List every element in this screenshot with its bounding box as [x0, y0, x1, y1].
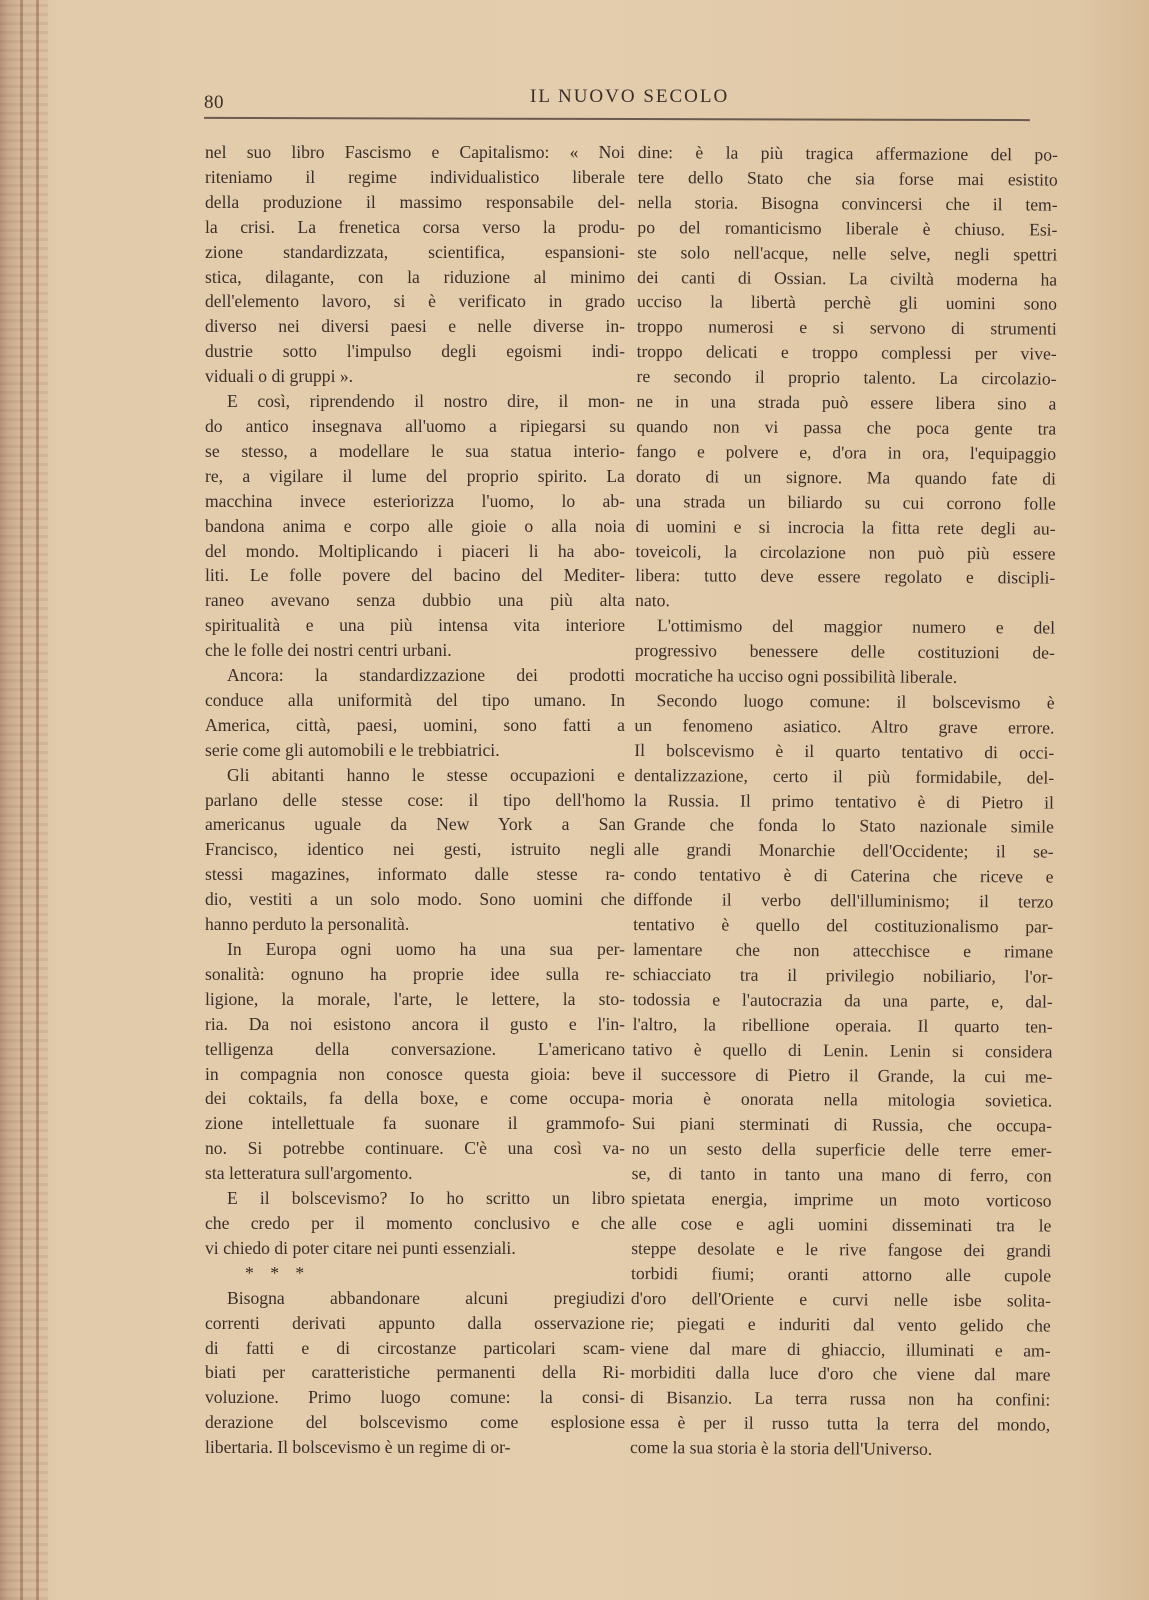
text-line: dorato di un signore. Ma quando fate di — [635, 465, 1057, 489]
text-line: tentativo è quello del costituzionalismo par- — [633, 914, 1054, 937]
text-line: Francisco, identico nei gesti, istruito negli — [205, 839, 625, 860]
text-line: che credo per il momento conclusivo e che — [205, 1212, 625, 1233]
text-line: re, a vigilare il lume del proprio spirito. La — [205, 465, 625, 486]
text-line: lamentare che non attecchisce e rimane — [632, 938, 1054, 962]
right-text-column — [630, 140, 1058, 1463]
text-line: il successore di Pietro il Grande, la cui me- — [632, 1063, 1053, 1087]
text-line: come la sua storia è la storia dell'Universo. — [629, 1437, 933, 1459]
text-line: Gli abitanti hanno le stesse occupazioni e — [227, 764, 625, 785]
text-line: E il bolscevismo? Io ho scritto un libro — [227, 1188, 625, 1209]
binding-stitch — [20, 0, 23, 1600]
text-line: torbidi fiumi; oranti attorno alle cupole — [631, 1262, 1052, 1286]
text-line: dentalizzazione, certo il più formidabile, del- — [634, 764, 1055, 788]
binding-stitch — [36, 0, 39, 1600]
text-line: dei canti di Ossian. La civiltà moderna ha — [637, 266, 1058, 290]
text-line: fango e polvere e, d'ora in ora, l'equipaggio — [636, 440, 1057, 464]
text-line: viduali o di gruppi ». — [205, 366, 354, 387]
text-line: ria. Da noi esistono ancora il gusto e l'in- — [205, 1013, 625, 1034]
text-line: libera: tutto deve essere regolato e discipli- — [635, 565, 1056, 588]
text-line: do antico insegnava all'uomo a ripiegarsi su — [205, 415, 625, 436]
text-line: in compagnia non conosce questa gioia: beve — [205, 1063, 625, 1084]
text-line: bandona anima e corpo alle gioie o alla noia — [205, 515, 625, 536]
text-line: ucciso la libertà perchè gli uomini sono — [636, 291, 1058, 314]
text-line: americanus uguale da New York a San — [205, 814, 625, 835]
text-line: riteniamo il regime individualistico liberale — [205, 166, 625, 187]
text-line: ste solo nell'acque, nelle selve, negli spettri — [637, 241, 1058, 265]
text-line: rie; piegati e induriti dal vento gelido che — [630, 1312, 1051, 1336]
text-line: un fenomeno asiatico. Altro grave errore. — [634, 714, 1055, 738]
text-line: diverso nei diversi paesi e nelle diverse in- — [205, 316, 625, 337]
text-line: telligenza della conversazione. L'americano — [205, 1038, 625, 1059]
text-line: E così, riprendendo il nostro dire, il mon- — [227, 391, 625, 412]
text-line: conduce alla uniformità del tipo umano. In — [205, 689, 625, 710]
text-line: no un sesto della superficie delle terre emer- — [631, 1138, 1052, 1161]
text-line: una strada un biliardo su cui corrono folle — [635, 490, 1056, 514]
text-line: morbiditi dalla luce d'oro che viene dal mare — [630, 1362, 1051, 1385]
text-line: libertaria. Il bolscevismo è un regime di or- — [205, 1437, 511, 1458]
text-line: sonalità: ognuno ha proprie idee sulla re- — [205, 963, 625, 984]
text-line: nel suo libro Fascismo e Capitalismo: « Noi — [205, 142, 625, 162]
text-line: liti. Le folle povere del bacino del Mediter- — [205, 565, 625, 586]
book-binding — [0, 0, 48, 1600]
text-line: ligione, la morale, l'arte, le lettere, la sto- — [205, 988, 625, 1009]
text-line: steppe desolate e le rive fangose dei grandi — [631, 1237, 1052, 1261]
page-number: 80 — [204, 92, 224, 113]
left-text-column — [205, 140, 625, 1460]
text-line: toveicoli, la circolazione non può più essere — [635, 540, 1056, 564]
text-line: se, di tanto in tanto una mano di ferro, con — [631, 1163, 1052, 1186]
text-line: Bisogna abbandonare alcuni pregiudizi — [227, 1287, 625, 1308]
text-line: essa è per il russo tutta la terra del mondo, — [630, 1412, 1051, 1435]
text-line: sta letteratura sull'argomento. — [205, 1163, 413, 1184]
text-line: del mondo. Moltiplicando i piaceri li ha abo- — [205, 540, 625, 561]
text-line: L'ottimismo del maggior numero e del — [656, 615, 1056, 638]
text-line: spiritualità e una più intensa vita interiore — [205, 615, 625, 636]
text-line: condo tentativo è di Caterina che riceve e — [633, 864, 1054, 887]
text-line: troppo delicati e troppo complessi per vive- — [636, 341, 1057, 364]
text-line: di fatti e di circostanze particolari scam- — [205, 1337, 625, 1358]
text-line: no. Si potrebbe continuare. C'è una così va- — [205, 1138, 625, 1159]
text-line: dei coktails, fa della boxe, e come occupa- — [205, 1088, 625, 1109]
text-line: d'oro dell'Oriente e curvi nelle isbe solita- — [630, 1287, 1051, 1311]
text-line: zione intellettuale fa suonare il grammofo- — [205, 1113, 625, 1134]
page-header — [204, 84, 1034, 120]
text-line: di uomini e si incrocia la fitta rete degli au- — [635, 515, 1056, 539]
text-line: macchina invece esteriorizza l'uomo, lo ab- — [205, 490, 625, 511]
text-line: America, città, paesi, uomini, sono fatti a — [205, 714, 625, 735]
text-line: la Russia. Il primo tentativo è di Pietro il — [633, 789, 1055, 813]
text-line: re secondo il proprio talento. La circolazio- — [636, 366, 1057, 389]
text-line: stessi magazines, informato dalle stesse ra- — [205, 864, 625, 885]
text-line: viene dal mare di ghiaccio, illuminati e am- — [630, 1337, 1051, 1361]
text-line: biati per caratteristiche permanenti della Ri- — [205, 1362, 625, 1383]
text-line: zione standardizzata, scientifica, espansioni- — [205, 241, 625, 262]
text-line: diffonde il verbo dell'illuminismo; il terzo — [633, 889, 1054, 912]
text-line: hanno perduto la personalità. — [205, 914, 410, 935]
text-line: troppo numerosi e si servono di strumenti — [636, 316, 1057, 339]
text-line: dine: è la più tragica affermazione del po- — [637, 141, 1058, 165]
text-line: della produzione il massimo responsabile del- — [205, 191, 625, 212]
text-line: nella storia. Bisogna convincersi che il tem- — [637, 191, 1058, 215]
text-line: stica, dilagante, con la riduzione al minimo — [205, 266, 625, 287]
text-line: correnti derivati appunto dalla osservazione — [205, 1312, 625, 1333]
text-line: l'altro, la ribellione operaia. Il quarto ten- — [632, 1013, 1053, 1037]
text-line: raneo avevano senza dubbio una più alta — [205, 590, 625, 611]
text-line: schiacciato tra il privilegio nobiliario, l'or- — [632, 963, 1053, 987]
text-line: derazione del bolscevismo come esplosione — [205, 1412, 625, 1433]
text-line: vi chiedo di poter citare nei punti essenziali. — [205, 1237, 516, 1258]
text-line: Ancora: la standardizzazione dei prodotti — [227, 665, 625, 686]
text-line: Il bolscevismo è il quarto tentativo di occi- — [634, 739, 1055, 763]
text-line: Secondo luogo comune: il bolscevismo è — [656, 690, 1055, 713]
text-line: di Bisanzio. La terra russa non ha confini: — [630, 1387, 1051, 1410]
text-line: che le folle dei nostri centri urbani. — [205, 640, 452, 661]
running-head: IL NUOVO SECOLO — [530, 86, 730, 107]
text-line: ne in una strada può essere libera sino a — [636, 391, 1057, 414]
text-line: tativo è quello di Lenin. Lenin si considera — [632, 1038, 1053, 1062]
text-line: todossia e l'autocrazia da una parte, e, dal- — [632, 988, 1053, 1012]
text-line: * * * — [245, 1262, 311, 1283]
text-line: progressivo benessere delle costituzioni de- — [634, 640, 1055, 663]
text-line: In Europa ogni uomo ha una sua per- — [227, 939, 625, 959]
text-line: mocratiche ha ucciso ogni possibilità liberale. — [634, 665, 958, 687]
text-line: voluzione. Primo luogo comune: la consi- — [205, 1387, 625, 1408]
text-line: moria è onorata nella mitologia sovietica. — [632, 1088, 1053, 1111]
text-line: dell'elemento lavoro, si è verificato in grado — [205, 291, 625, 312]
text-line: dustrie sotto l'impulso degli egoismi indi- — [205, 341, 625, 362]
text-line: po del romanticismo liberale è chiuso. Esi- — [637, 216, 1058, 240]
text-line: quando non vi passa che poca gente tra — [636, 415, 1057, 439]
text-line: parlano delle stesse cose: il tipo dell'homo — [205, 789, 625, 810]
text-line: alle cose e agli uomini disseminati tra le — [631, 1212, 1052, 1236]
text-line: la crisi. La frenetica corsa verso la produ- — [205, 216, 625, 237]
text-line: se stesso, a modellare le sua statua interio- — [205, 440, 625, 461]
text-line: alle grandi Monarchie dell'Occidente; il se- — [633, 839, 1054, 862]
text-line: Grande che fonda lo Stato nazionale simile — [633, 814, 1054, 838]
text-line: spietata energia, imprime un moto vorticoso — [631, 1188, 1052, 1211]
text-line: nato. — [635, 590, 670, 611]
text-line: serie come gli automobili e le trebbiatrici. — [205, 739, 500, 760]
text-line: Sui piani sterminati di Russia, che occupa- — [631, 1113, 1053, 1136]
text-line: tere dello Stato che sia forse mai esistito — [637, 166, 1058, 190]
text-line: dio, vestiti a un solo modo. Sono uomini che — [205, 889, 625, 910]
